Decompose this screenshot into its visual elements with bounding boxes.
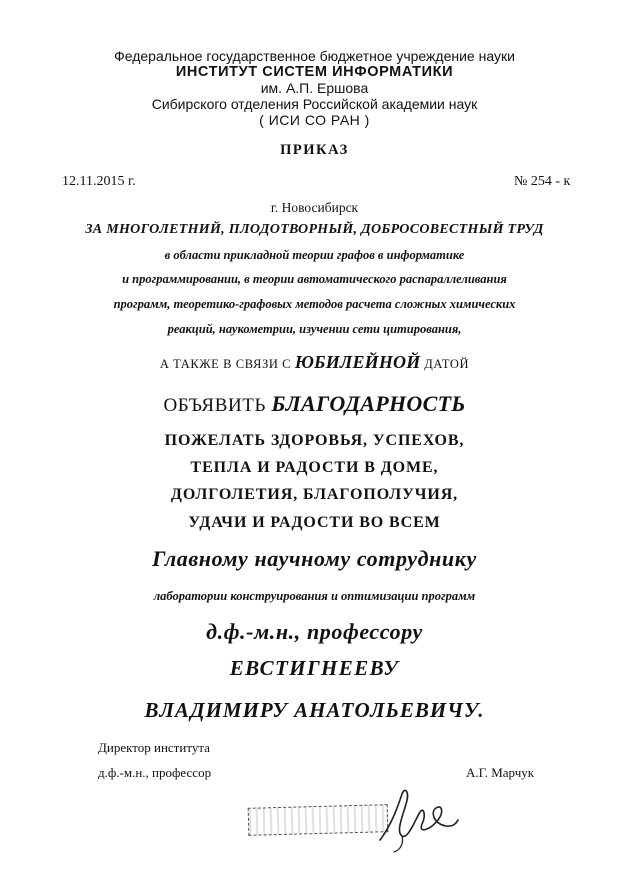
wish-line: УДАЧИ И РАДОСТИ ВО ВСЕМ — [188, 514, 441, 531]
jubilee-word: ЮБИЛЕЙНОЙ — [294, 352, 421, 372]
recipient-laboratory: лаборатории конструирования и оптимизации программ — [153, 589, 476, 603]
announce-pre: ОБЪЯВИТЬ — [163, 395, 267, 416]
reason-line: в области прикладной теории графов в информатике — [164, 248, 465, 262]
institute-named-after: им. А.П. Ершова — [260, 80, 369, 96]
wish-line: ТЕПЛА И РАДОСТИ В ДОМЕ, — [190, 459, 439, 476]
recipient-position: Главному научному сотруднику — [152, 546, 477, 571]
signer-title: Директор института — [98, 740, 210, 755]
announce-word: БЛАГОДАРНОСТЬ — [271, 391, 466, 416]
order-date: 12.11.2015 г. — [62, 174, 136, 189]
announce-line — [0, 391, 629, 417]
jubilee-post: ДАТОЙ — [424, 357, 470, 371]
order-city: г. Новосибирск — [270, 200, 359, 215]
recipient-degree: д.ф.-м.н., профессору — [206, 619, 423, 644]
reason-line: и программировании, в теории автоматического распараллеливания — [122, 272, 507, 286]
signer-degree: д.ф.-м.н., профессор — [98, 765, 212, 780]
order-number: № 254 - к — [514, 174, 571, 189]
document-title: ПРИКАЗ — [280, 142, 349, 158]
institute-name: ИНСТИТУТ СИСТЕМ ИНФОРМАТИКИ — [175, 64, 454, 80]
reason-title: ЗА МНОГОЛЕТНИЙ, ПЛОДОТВОРНЫЙ, ДОБРОСОВЕСТНЫЙ ТРУД — [85, 222, 544, 237]
institute-abbr: ( ИСИ СО РАН ) — [259, 112, 370, 128]
reason-line: программ, теоретико-графовых методов расчета сложных химических — [113, 297, 516, 311]
recipient-surname: ЕВСТИГНЕЕВУ — [229, 656, 400, 680]
org-type: Федеральное государственное бюджетное учреждение науки — [114, 48, 515, 64]
stamp-image — [248, 804, 389, 836]
wish-line: ПОЖЕЛАТЬ ЗДОРОВЬЯ, УСПЕХОВ, — [164, 432, 465, 449]
institute-branch: Сибирского отделения Российской академии наук — [151, 96, 478, 112]
reason-line: реакций, наукометрии, изучении сети цитирования, — [167, 322, 462, 336]
handwritten-signature-image — [372, 784, 462, 854]
signer-name: А.Г. Марчук — [466, 765, 535, 780]
jubilee-line — [0, 352, 629, 373]
recipient-given-names: ВЛАДИМИРУ АНАТОЛЬЕВИЧУ. — [144, 698, 485, 722]
jubilee-pre: А ТАКЖЕ В СВЯЗИ С — [159, 357, 292, 371]
wish-line: ДОЛГОЛЕТИЯ, БЛАГОПОЛУЧИЯ, — [170, 486, 459, 503]
